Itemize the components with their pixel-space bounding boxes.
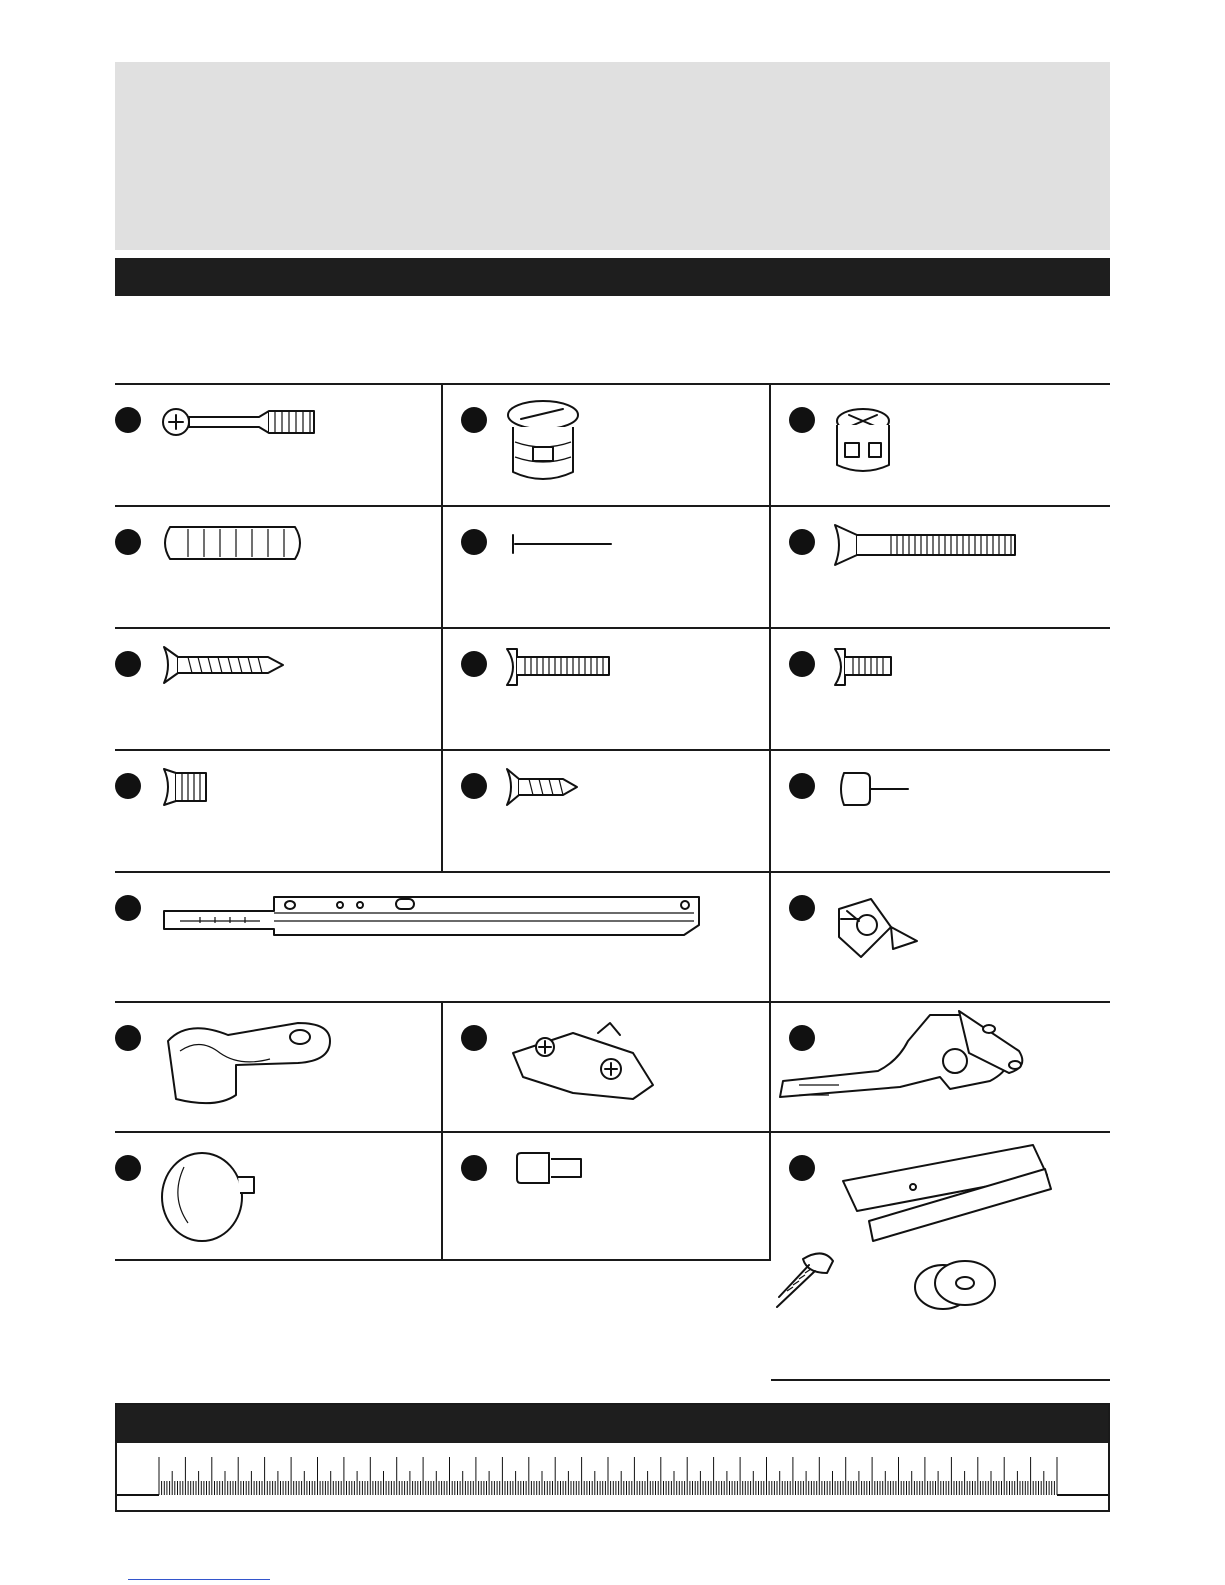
part-number-marker	[461, 407, 487, 433]
part-cell-17	[771, 1001, 1110, 1131]
cam-lock-icon	[503, 397, 593, 487]
part-cell-9	[771, 627, 1110, 749]
part-cell-4	[115, 505, 443, 627]
part-number-marker	[115, 773, 141, 799]
part-cell-12	[771, 749, 1110, 871]
part-number-marker	[789, 529, 815, 555]
part-number-marker	[789, 407, 815, 433]
part-number-marker	[115, 407, 141, 433]
part-cell-20	[771, 1131, 1110, 1381]
anti-tip-strap-kit-icon	[773, 1141, 1073, 1361]
part-cell-18	[115, 1131, 443, 1261]
part-number-marker	[115, 895, 141, 921]
rail-support-bracket-icon	[160, 1011, 340, 1111]
euro-screw-icon	[160, 767, 220, 807]
part-cell-8	[443, 627, 771, 749]
part-cell-13	[115, 871, 771, 1001]
part-cell-16	[443, 1001, 771, 1131]
footer-link-underline[interactable]	[128, 1579, 270, 1580]
drawer-runner-icon	[160, 891, 720, 951]
knob-icon	[160, 1147, 270, 1247]
nail-icon	[508, 529, 618, 559]
part-number-marker	[461, 1155, 487, 1181]
glide-pin-icon	[836, 771, 916, 811]
part-number-marker	[115, 1155, 141, 1181]
part-cell-7	[115, 627, 443, 749]
short-wood-screw-icon	[503, 767, 583, 807]
part-cell-3	[771, 383, 1110, 505]
shelf-support-pin-icon	[513, 1151, 593, 1191]
cabinet-hinge-icon	[779, 1005, 1049, 1129]
part-number-marker	[461, 773, 487, 799]
countersunk-wood-screw-icon	[160, 645, 290, 685]
part-number-marker	[461, 651, 487, 677]
part-cell-19	[443, 1131, 771, 1261]
measuring-ruler	[115, 1403, 1110, 1512]
part-cell-6	[771, 505, 1110, 627]
small-cam-lock-icon	[831, 405, 901, 485]
long-bolt-icon	[831, 521, 1031, 571]
part-number-marker	[789, 895, 815, 921]
section-header-band	[115, 258, 1110, 296]
title-band	[115, 62, 1110, 250]
part-cell-11	[443, 749, 771, 871]
part-cell-15	[115, 1001, 443, 1131]
hardware-parts-grid	[115, 383, 1110, 1388]
wooden-dowel-icon	[160, 523, 310, 563]
part-number-marker	[115, 1025, 141, 1051]
part-cell-14	[771, 871, 1110, 1001]
cam-dowel-bolt-icon	[160, 397, 320, 447]
part-number-marker	[461, 529, 487, 555]
corner-block-screw-icon	[831, 889, 931, 969]
part-cell-5	[443, 505, 771, 627]
part-number-marker	[115, 529, 141, 555]
part-number-marker	[461, 1025, 487, 1051]
pan-head-machine-screw-icon	[503, 647, 623, 687]
hinge-mounting-plate-icon	[503, 1013, 663, 1113]
part-cell-10	[115, 749, 443, 871]
part-cell-1	[115, 383, 443, 505]
ruler-ticks	[117, 1405, 1108, 1510]
part-number-marker	[789, 651, 815, 677]
part-number-marker	[115, 651, 141, 677]
part-cell-2	[443, 383, 771, 505]
short-pan-head-screw-icon	[831, 647, 901, 687]
part-number-marker	[789, 773, 815, 799]
